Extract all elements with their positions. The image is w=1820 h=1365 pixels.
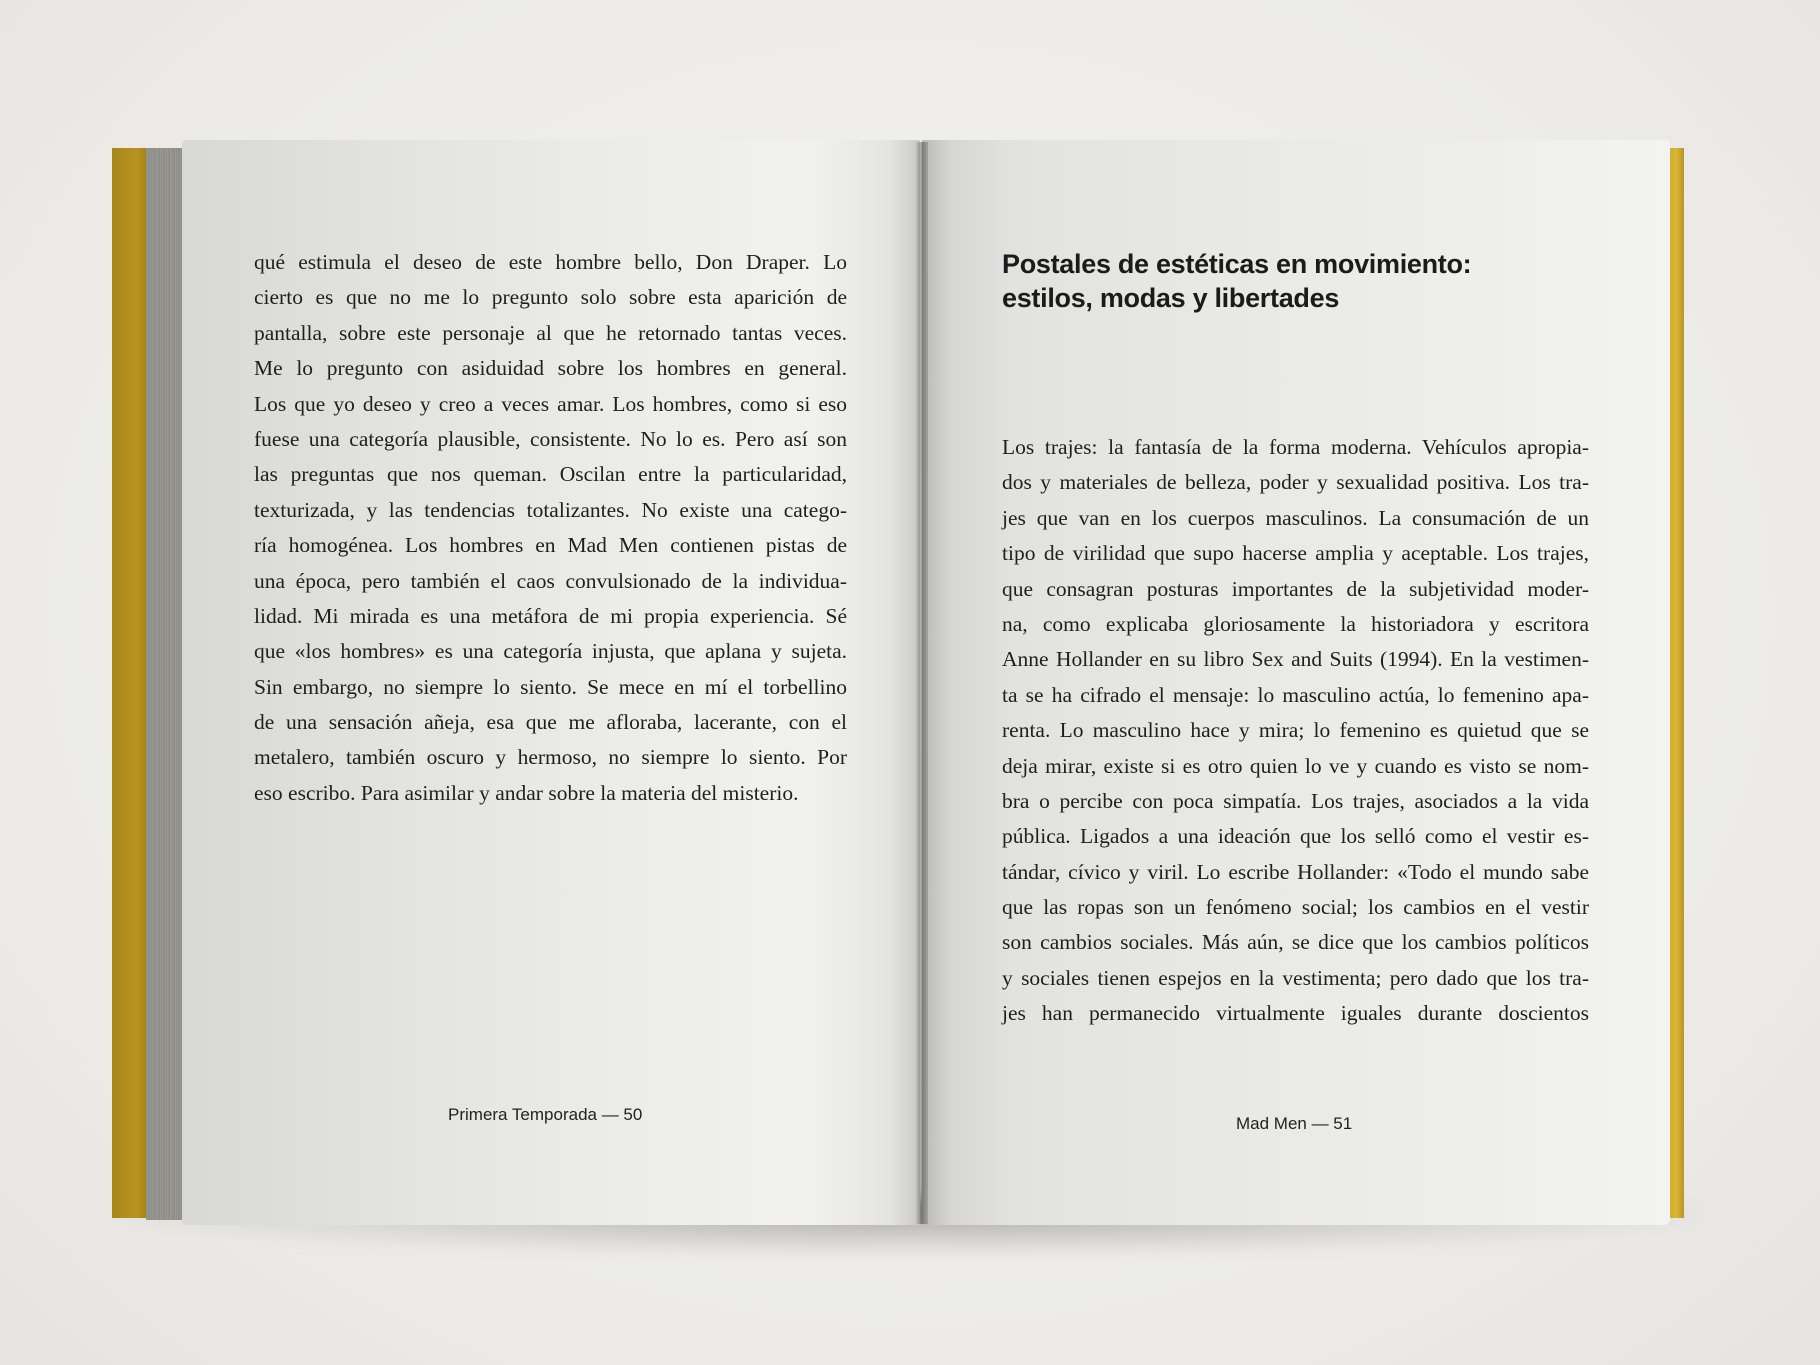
left-page-body	[254, 245, 847, 811]
page-folio-right: Mad Men — 51	[1236, 1114, 1353, 1133]
text-line: ría homogénea. Los hombres en Mad Men contienen pistas de	[254, 533, 847, 558]
text-line: que consagran posturas importantes de la subjetividad moder-	[1002, 576, 1589, 601]
text-line: tipo de virilidad que supo hacerse amplia y aceptable. Los trajes,	[1002, 541, 1589, 566]
text-line: tándar, cívico y viril. Lo escribe Hollander: «Todo el mundo sabe	[1002, 859, 1589, 884]
text-line: texturizada, y las tendencias totalizantes. No existe una catego-	[254, 497, 847, 522]
right-page-body	[1002, 430, 1589, 1032]
text-line: pública. Ligados a una ideación que los selló como el vestir es-	[1002, 824, 1589, 849]
text-line: bra o percibe con poca simpatía. Los trajes, asociados a la vida	[1002, 788, 1589, 813]
text-line: las preguntas que nos queman. Oscilan entre la particularidad,	[254, 462, 847, 487]
text-line: jes que van en los cuerpos masculinos. La consumación de un	[1002, 505, 1589, 530]
book-gutter	[916, 142, 928, 1224]
text-line: deja mirar, existe si es otro quien lo ve y cuando es visto se nom-	[1002, 753, 1589, 778]
text-line: una época, pero también el caos convulsionado de la individua-	[254, 568, 847, 593]
text-line: que «los hombres» es una categoría injusta, que aplana y sujeta.	[254, 639, 847, 664]
text-line: eso escribo. Para asimilar y andar sobre la materia del misterio.	[254, 780, 799, 805]
text-line: pantalla, sobre este personaje al que he retornado tantas veces.	[254, 320, 847, 345]
right-page	[922, 140, 1670, 1225]
text-line: metalero, también oscuro y hermoso, no siempre lo siento. Por	[254, 745, 847, 770]
text-line: lidad. Mi mirada es una metáfora de mi propia experiencia. Sé	[254, 603, 847, 628]
chapter-title-line: estilos, modas y libertades	[1002, 283, 1340, 313]
left-page	[182, 140, 920, 1225]
text-line: son cambios sociales. Más aún, se dice que los cambios políticos	[1002, 930, 1589, 955]
text-line: fuese una categoría plausible, consistente. No lo es. Pero así son	[254, 426, 847, 451]
text-line: ta se ha cifrado el mensaje: lo masculino actúa, lo femenino apa-	[1002, 682, 1589, 707]
text-line: dos y materiales de belleza, poder y sexualidad positiva. Los tra-	[1002, 470, 1589, 495]
text-line: qué estimula el deseo de este hombre bello, Don Draper. Lo	[254, 250, 847, 274]
page-folio-left: Primera Temporada — 50	[448, 1105, 643, 1124]
text-line: na, como explicaba gloriosamente la historiadora y escritora	[1002, 611, 1589, 636]
text-line: renta. Lo masculino hace y mira; lo femenino es quietud que se	[1002, 718, 1589, 743]
text-line: jes han permanecido virtualmente iguales durante doscientos	[1002, 1001, 1589, 1026]
text-line: de una sensación añeja, esa que me afloraba, lacerante, con el	[254, 710, 847, 735]
text-line: y sociales tienen espejos en la vestimenta; pero dado que los tra-	[1002, 965, 1589, 990]
page-block-edges	[146, 148, 184, 1220]
text-line: Anne Hollander en su libro Sex and Suits (1994). En la vestimen-	[1002, 647, 1589, 672]
text-line: Los trajes: la fantasía de la forma moderna. Vehículos apropia-	[1002, 435, 1589, 459]
text-line: que las ropas son un fenómeno social; los cambios en el vestir	[1002, 895, 1589, 920]
chapter-title	[1002, 247, 1602, 315]
chapter-title-line: Postales de estéticas en movimiento:	[1002, 249, 1472, 279]
text-line: cierto es que no me lo pregunto solo sobre esta aparición de	[254, 285, 847, 310]
text-line: Me lo pregunto con asiduidad sobre los hombres en general.	[254, 356, 847, 381]
text-line: Sin embargo, no siempre lo siento. Se mece en mí el torbellino	[254, 674, 847, 699]
text-line: Los que yo deseo y creo a veces amar. Los hombres, como si eso	[254, 391, 847, 416]
